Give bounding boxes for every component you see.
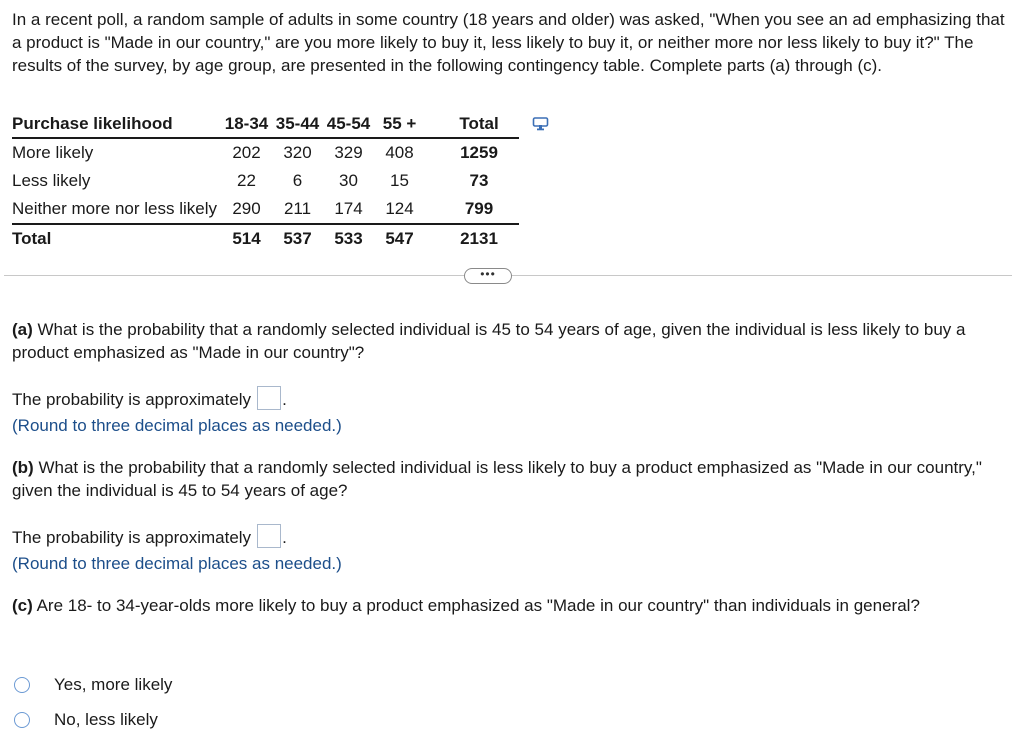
table-cell: 73 bbox=[469, 171, 489, 190]
table-row bbox=[12, 195, 519, 224]
table-cell: 1259 bbox=[460, 143, 498, 162]
contingency-table bbox=[12, 111, 519, 253]
part-b-question bbox=[12, 456, 1012, 502]
part-a-answer-line bbox=[12, 386, 287, 411]
table-cell: 124 bbox=[374, 195, 425, 224]
table-row bbox=[12, 167, 519, 195]
row-label: Neither more nor less likely bbox=[12, 195, 221, 224]
table-cell: 211 bbox=[272, 195, 323, 224]
table-header-cell: Total bbox=[425, 111, 519, 138]
part-b-hint: (Round to three decimal places as needed.) bbox=[12, 554, 342, 573]
row-label: More likely bbox=[12, 143, 94, 162]
row-label: Less likely bbox=[12, 171, 91, 190]
table-cell: 799 bbox=[425, 195, 519, 224]
part-c-label: (c) bbox=[12, 596, 33, 615]
table-row bbox=[12, 138, 519, 167]
table-cell: 15 bbox=[390, 171, 409, 190]
part-b-label: (b) bbox=[12, 458, 34, 477]
part-a-hint: (Round to three decimal places as needed.) bbox=[12, 416, 342, 435]
part-b-answer-line bbox=[12, 524, 287, 549]
table-cell: 30 bbox=[339, 171, 358, 190]
part-a-text: What is the probability that a randomly selected individual is 45 to 54 years of age, given the individual is less likely to buy a product emphasized as "Made in our country"? bbox=[12, 320, 966, 362]
table-cell: 537 bbox=[283, 229, 312, 248]
table-cell: 202 bbox=[232, 143, 261, 162]
table-cell: 533 bbox=[334, 229, 363, 248]
part-a-label: (a) bbox=[12, 320, 33, 339]
table-cell: 320 bbox=[283, 143, 312, 162]
table-header-cell: 18-34 bbox=[221, 111, 272, 138]
part-c-question bbox=[12, 594, 1012, 617]
option-label: No, less likely bbox=[54, 710, 158, 729]
table-header-row bbox=[12, 111, 519, 138]
part-b-text: What is the probability that a randomly selected individual is less likely to buy a product emphasized as "Made in our country," given the individual is 45 to 54 years of age? bbox=[12, 458, 982, 500]
table-cell: 6 bbox=[292, 171, 303, 190]
table-cell: 329 bbox=[334, 143, 363, 162]
part-b-answer-suffix: . bbox=[282, 528, 287, 547]
table-header-cell: 35-44 bbox=[272, 111, 323, 138]
table-header-cell: 55 + bbox=[374, 111, 425, 138]
table-cell: 22 bbox=[237, 171, 256, 190]
table-header-cell: 45-54 bbox=[323, 111, 374, 138]
part-c-text: Are 18- to 34-year-olds more likely to buy a product emphasized as "Made in our country" than individuals in general? bbox=[36, 596, 920, 615]
part-b-answer-input[interactable] bbox=[257, 524, 281, 548]
row-label: Total bbox=[12, 229, 52, 248]
table-total-row bbox=[12, 224, 519, 253]
table-cell: 290 bbox=[221, 195, 272, 224]
table-cell: 408 bbox=[385, 143, 414, 162]
part-b-answer-prefix: The probability is approximately bbox=[12, 528, 252, 547]
option-yes-more-likely[interactable] bbox=[14, 673, 172, 696]
radio-button[interactable] bbox=[14, 712, 30, 728]
problem-intro: In a recent poll, a random sample of adults in some country (18 years and older) was asked, "When you see an ad emphasizing that a product is "Made in our country," are you more likely to buy it, less likely to buy it, or neither more nor less likely to buy it?" The results of the survey, by age group, are presented in the following contingency table. Complete parts (a) through (c). bbox=[12, 10, 1005, 75]
table-cell: 174 bbox=[323, 195, 374, 224]
copy-table-icon[interactable] bbox=[532, 116, 550, 132]
part-a-answer-prefix: The probability is approximately bbox=[12, 390, 252, 409]
table-cell: 2131 bbox=[460, 229, 498, 248]
part-a-answer-suffix: . bbox=[282, 390, 287, 409]
radio-button[interactable] bbox=[14, 677, 30, 693]
option-no-less-likely[interactable] bbox=[14, 708, 158, 731]
more-button[interactable]: ••• bbox=[464, 268, 512, 284]
part-a-question bbox=[12, 318, 1012, 364]
table-cell: 547 bbox=[385, 229, 414, 248]
option-label: Yes, more likely bbox=[54, 675, 173, 694]
table-header-cell: Purchase likelihood bbox=[12, 111, 221, 138]
table-cell: 514 bbox=[232, 229, 261, 248]
part-a-answer-input[interactable] bbox=[257, 386, 281, 410]
